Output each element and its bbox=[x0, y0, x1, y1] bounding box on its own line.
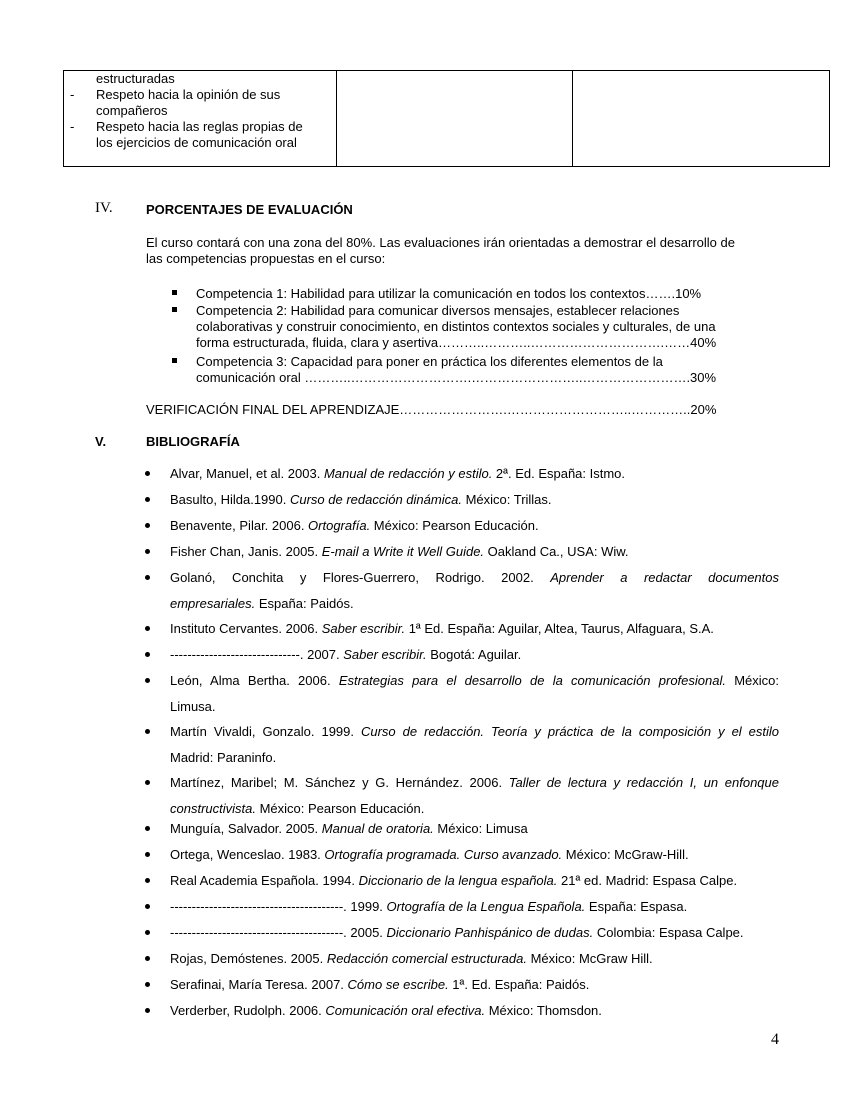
bib-text: Colombia: Espasa Calpe. bbox=[593, 925, 744, 940]
bib-text: Verderber, Rudolph. 2006. bbox=[170, 1003, 326, 1018]
bullet-icon bbox=[145, 652, 150, 657]
bibliography-entry bbox=[170, 719, 779, 771]
bibliography-entry bbox=[170, 972, 779, 998]
bib-line-2 bbox=[170, 591, 779, 617]
table-cell-line: estructuradas bbox=[96, 71, 175, 86]
bib-text: México: bbox=[725, 673, 779, 688]
bibliography-entry bbox=[170, 487, 779, 513]
bib-line-2 bbox=[170, 694, 779, 720]
bib-text: México: Pearson Educación. bbox=[370, 518, 539, 533]
bibliography-entry bbox=[170, 920, 779, 946]
competency-line: Competencia 3: Capacidad para poner en práctica los diferentes elementos de la bbox=[196, 354, 663, 369]
bib-title: Ortografía programada. Curso avanzado. bbox=[324, 847, 563, 862]
bibliography-entry bbox=[170, 513, 779, 539]
intro-line-2: las competencias propuestas en el curso: bbox=[146, 251, 386, 266]
bullet-icon bbox=[145, 826, 150, 831]
bib-text: Real Academia Española. 1994. bbox=[170, 873, 359, 888]
bib-text: Serafinai, María Teresa. 2007. bbox=[170, 977, 348, 992]
table-cell-line: Respeto hacia la opinión de sus bbox=[96, 87, 281, 102]
bib-text: Munguía, Salvador. 2005. bbox=[170, 821, 322, 836]
square-bullet-icon bbox=[172, 290, 177, 295]
final-verification: VERIFICACIÓN FINAL DEL APRENDIZAJE…………………….………………………..…………..20% bbox=[146, 402, 717, 417]
bib-title: Comunicación oral efectiva. bbox=[325, 1003, 486, 1018]
bibliography-entry bbox=[170, 816, 779, 842]
bib-text: ------------------------------. 2007. bbox=[170, 647, 344, 662]
bullet-icon bbox=[145, 956, 150, 961]
bibliography-entry bbox=[170, 770, 779, 822]
bibliography-entry bbox=[170, 668, 779, 720]
section-4-intro bbox=[146, 235, 786, 267]
bib-text: 1ª. Ed. España: Paidós. bbox=[448, 977, 590, 992]
bib-text: México: McGraw Hill. bbox=[526, 951, 653, 966]
bib-text: ----------------------------------------. 2005. bbox=[170, 925, 387, 940]
bib-title: empresariales. bbox=[170, 596, 256, 611]
bullet-icon bbox=[145, 523, 150, 528]
bib-title: Diccionario Panhispánico de dudas. bbox=[386, 925, 594, 940]
bibliography-entry bbox=[170, 616, 779, 642]
bib-text: Instituto Cervantes. 2006. bbox=[170, 621, 322, 636]
bib-text: México: Limusa bbox=[433, 821, 528, 836]
intro-line-1: El curso contará con una zona del 80%. Las evaluaciones irán orientadas a demostrar el desarrollo de bbox=[146, 235, 735, 250]
bib-text: España: Paidós. bbox=[255, 596, 354, 611]
bib-text: México: McGraw-Hill. bbox=[562, 847, 689, 862]
competency-line: Competencia 2: Habilidad para comunicar diversos mensajes, establecer relaciones bbox=[196, 303, 680, 318]
bib-text: Basulto, Hilda.1990. bbox=[170, 492, 290, 507]
bullet-icon bbox=[145, 626, 150, 631]
bibliography-entry bbox=[170, 461, 779, 487]
competency-line: colaborativas y construir conocimiento, en distintos contextos sociales y culturales, de una bbox=[196, 319, 716, 334]
section-5-title: BIBLIOGRAFÍA bbox=[146, 434, 240, 449]
competency-line: Competencia 1: Habilidad para utilizar la comunicación en todos los contextos…….10% bbox=[196, 286, 702, 301]
bibliography-entry bbox=[170, 998, 779, 1024]
bib-text: Limusa. bbox=[170, 699, 216, 714]
page-number: 4 bbox=[771, 1031, 779, 1048]
bibliography-entry bbox=[170, 539, 779, 565]
table-cell-values bbox=[64, 71, 337, 167]
bib-line-1 bbox=[170, 565, 779, 591]
bullet-icon bbox=[145, 678, 150, 683]
bib-text: Alvar, Manuel, et al. 2003. bbox=[170, 466, 324, 481]
bullet-icon bbox=[145, 780, 150, 785]
bib-title: Curso de redacción. Teoría y práctica de la composición y el estilo bbox=[360, 724, 780, 739]
bibliography-entry bbox=[170, 868, 779, 894]
bibliography-entry bbox=[170, 894, 779, 920]
bib-title: E-mail a Write it Well Guide. bbox=[321, 544, 485, 559]
table-cell-empty-3 bbox=[573, 71, 830, 167]
table-cell-line: Respeto hacia las reglas propias de bbox=[96, 119, 303, 134]
bib-title: Ortografía. bbox=[308, 518, 371, 533]
bullet-icon bbox=[145, 878, 150, 883]
bullet-icon bbox=[145, 930, 150, 935]
bib-title: Taller de lectura y redacción I, un enfonque bbox=[508, 775, 779, 790]
bib-title: Saber escribir. bbox=[343, 647, 427, 662]
bib-line-1 bbox=[170, 668, 779, 694]
bib-title: Redacción comercial estructurada. bbox=[326, 951, 527, 966]
bib-text: 21ª ed. Madrid: Espasa Calpe. bbox=[557, 873, 738, 888]
bib-line-1 bbox=[170, 719, 779, 745]
bibliography-entry bbox=[170, 565, 779, 617]
table-cell-line: compañeros bbox=[96, 103, 168, 118]
bib-text: Bogotá: Aguilar. bbox=[426, 647, 522, 662]
bib-text: 1ª Ed. España: Aguilar, Altea, Taurus, Alfaguara, S.A. bbox=[405, 621, 714, 636]
section-4-numeral: IV. bbox=[95, 200, 113, 216]
bib-text: México: Pearson Educación. bbox=[255, 801, 425, 816]
bib-text: Martín Vivaldi, Gonzalo. 1999. bbox=[170, 724, 361, 739]
bib-text: México: Trillas. bbox=[461, 492, 552, 507]
bib-text: España: Espasa. bbox=[585, 899, 688, 914]
bib-text: Ortega, Wenceslao. 1983. bbox=[170, 847, 325, 862]
bib-title: Manual de redacción y estilo. bbox=[323, 466, 493, 481]
bib-title: Saber escribir. bbox=[321, 621, 406, 636]
bib-title: Cómo se escribe. bbox=[347, 977, 449, 992]
bibliography-entry bbox=[170, 946, 779, 972]
bib-title: Curso de redacción dinámica. bbox=[289, 492, 462, 507]
bib-text: Oakland Ca., USA: Wiw. bbox=[484, 544, 629, 559]
section-4-title: PORCENTAJES DE EVALUACIÓN bbox=[146, 202, 353, 217]
bullet-icon bbox=[145, 852, 150, 857]
table-cell-line: los ejercicios de comunicación oral bbox=[96, 135, 297, 150]
bib-text: Benavente, Pilar. 2006. bbox=[170, 518, 309, 533]
list-dash: - bbox=[70, 119, 75, 134]
square-bullet-icon bbox=[172, 307, 177, 312]
section-5-numeral: V. bbox=[95, 434, 107, 449]
bullet-icon bbox=[145, 471, 150, 476]
bib-title: Manual de oratoria. bbox=[321, 821, 434, 836]
bullet-icon bbox=[145, 497, 150, 502]
bib-line-1 bbox=[170, 770, 779, 796]
table-cell-empty-2 bbox=[337, 71, 573, 167]
bib-title: Estrategias para el desarrollo de la comunicación profesional. bbox=[338, 673, 726, 688]
square-bullet-icon bbox=[172, 358, 177, 363]
bibliography-entry bbox=[170, 842, 779, 868]
bib-text: Fisher Chan, Janis. 2005. bbox=[170, 544, 322, 559]
bib-text: Madrid: Paraninfo. bbox=[170, 750, 277, 765]
competency-line: comunicación oral ………..……………………….……………………..…………………….30% bbox=[196, 370, 717, 385]
competency-line: forma estructurada, fluida, clara y asertiva………..………..………………………….……40% bbox=[196, 335, 717, 350]
bib-title: Ortografía de la Lengua Española. bbox=[386, 899, 586, 914]
bib-text: México: Thomsdon. bbox=[485, 1003, 602, 1018]
bib-title: Aprender a redactar documentos bbox=[550, 570, 779, 585]
list-dash: - bbox=[70, 87, 75, 102]
bib-title: constructivista. bbox=[170, 801, 256, 816]
bullet-icon bbox=[145, 1008, 150, 1013]
bib-text: 2ª. Ed. España: Istmo. bbox=[492, 466, 626, 481]
bib-text: Martínez, Maribel; M. Sánchez y G. Hernández. 2006. bbox=[170, 775, 509, 790]
bib-text: Golanó, Conchita y Flores-Guerrero, Rodrigo. 2002. bbox=[170, 570, 551, 585]
bullet-icon bbox=[145, 549, 150, 554]
bullet-icon bbox=[145, 729, 150, 734]
bib-line-2 bbox=[170, 745, 779, 771]
bib-text: Rojas, Demóstenes. 2005. bbox=[170, 951, 327, 966]
bullet-icon bbox=[145, 904, 150, 909]
bullet-icon bbox=[145, 982, 150, 987]
bib-text: León, Alma Bertha. 2006. bbox=[170, 673, 339, 688]
bibliography-entry bbox=[170, 642, 779, 668]
bullet-icon bbox=[145, 575, 150, 580]
bib-title: Diccionario de la lengua española. bbox=[358, 873, 558, 888]
bib-text: ----------------------------------------. 1999. bbox=[170, 899, 387, 914]
evaluation-table bbox=[63, 70, 830, 167]
